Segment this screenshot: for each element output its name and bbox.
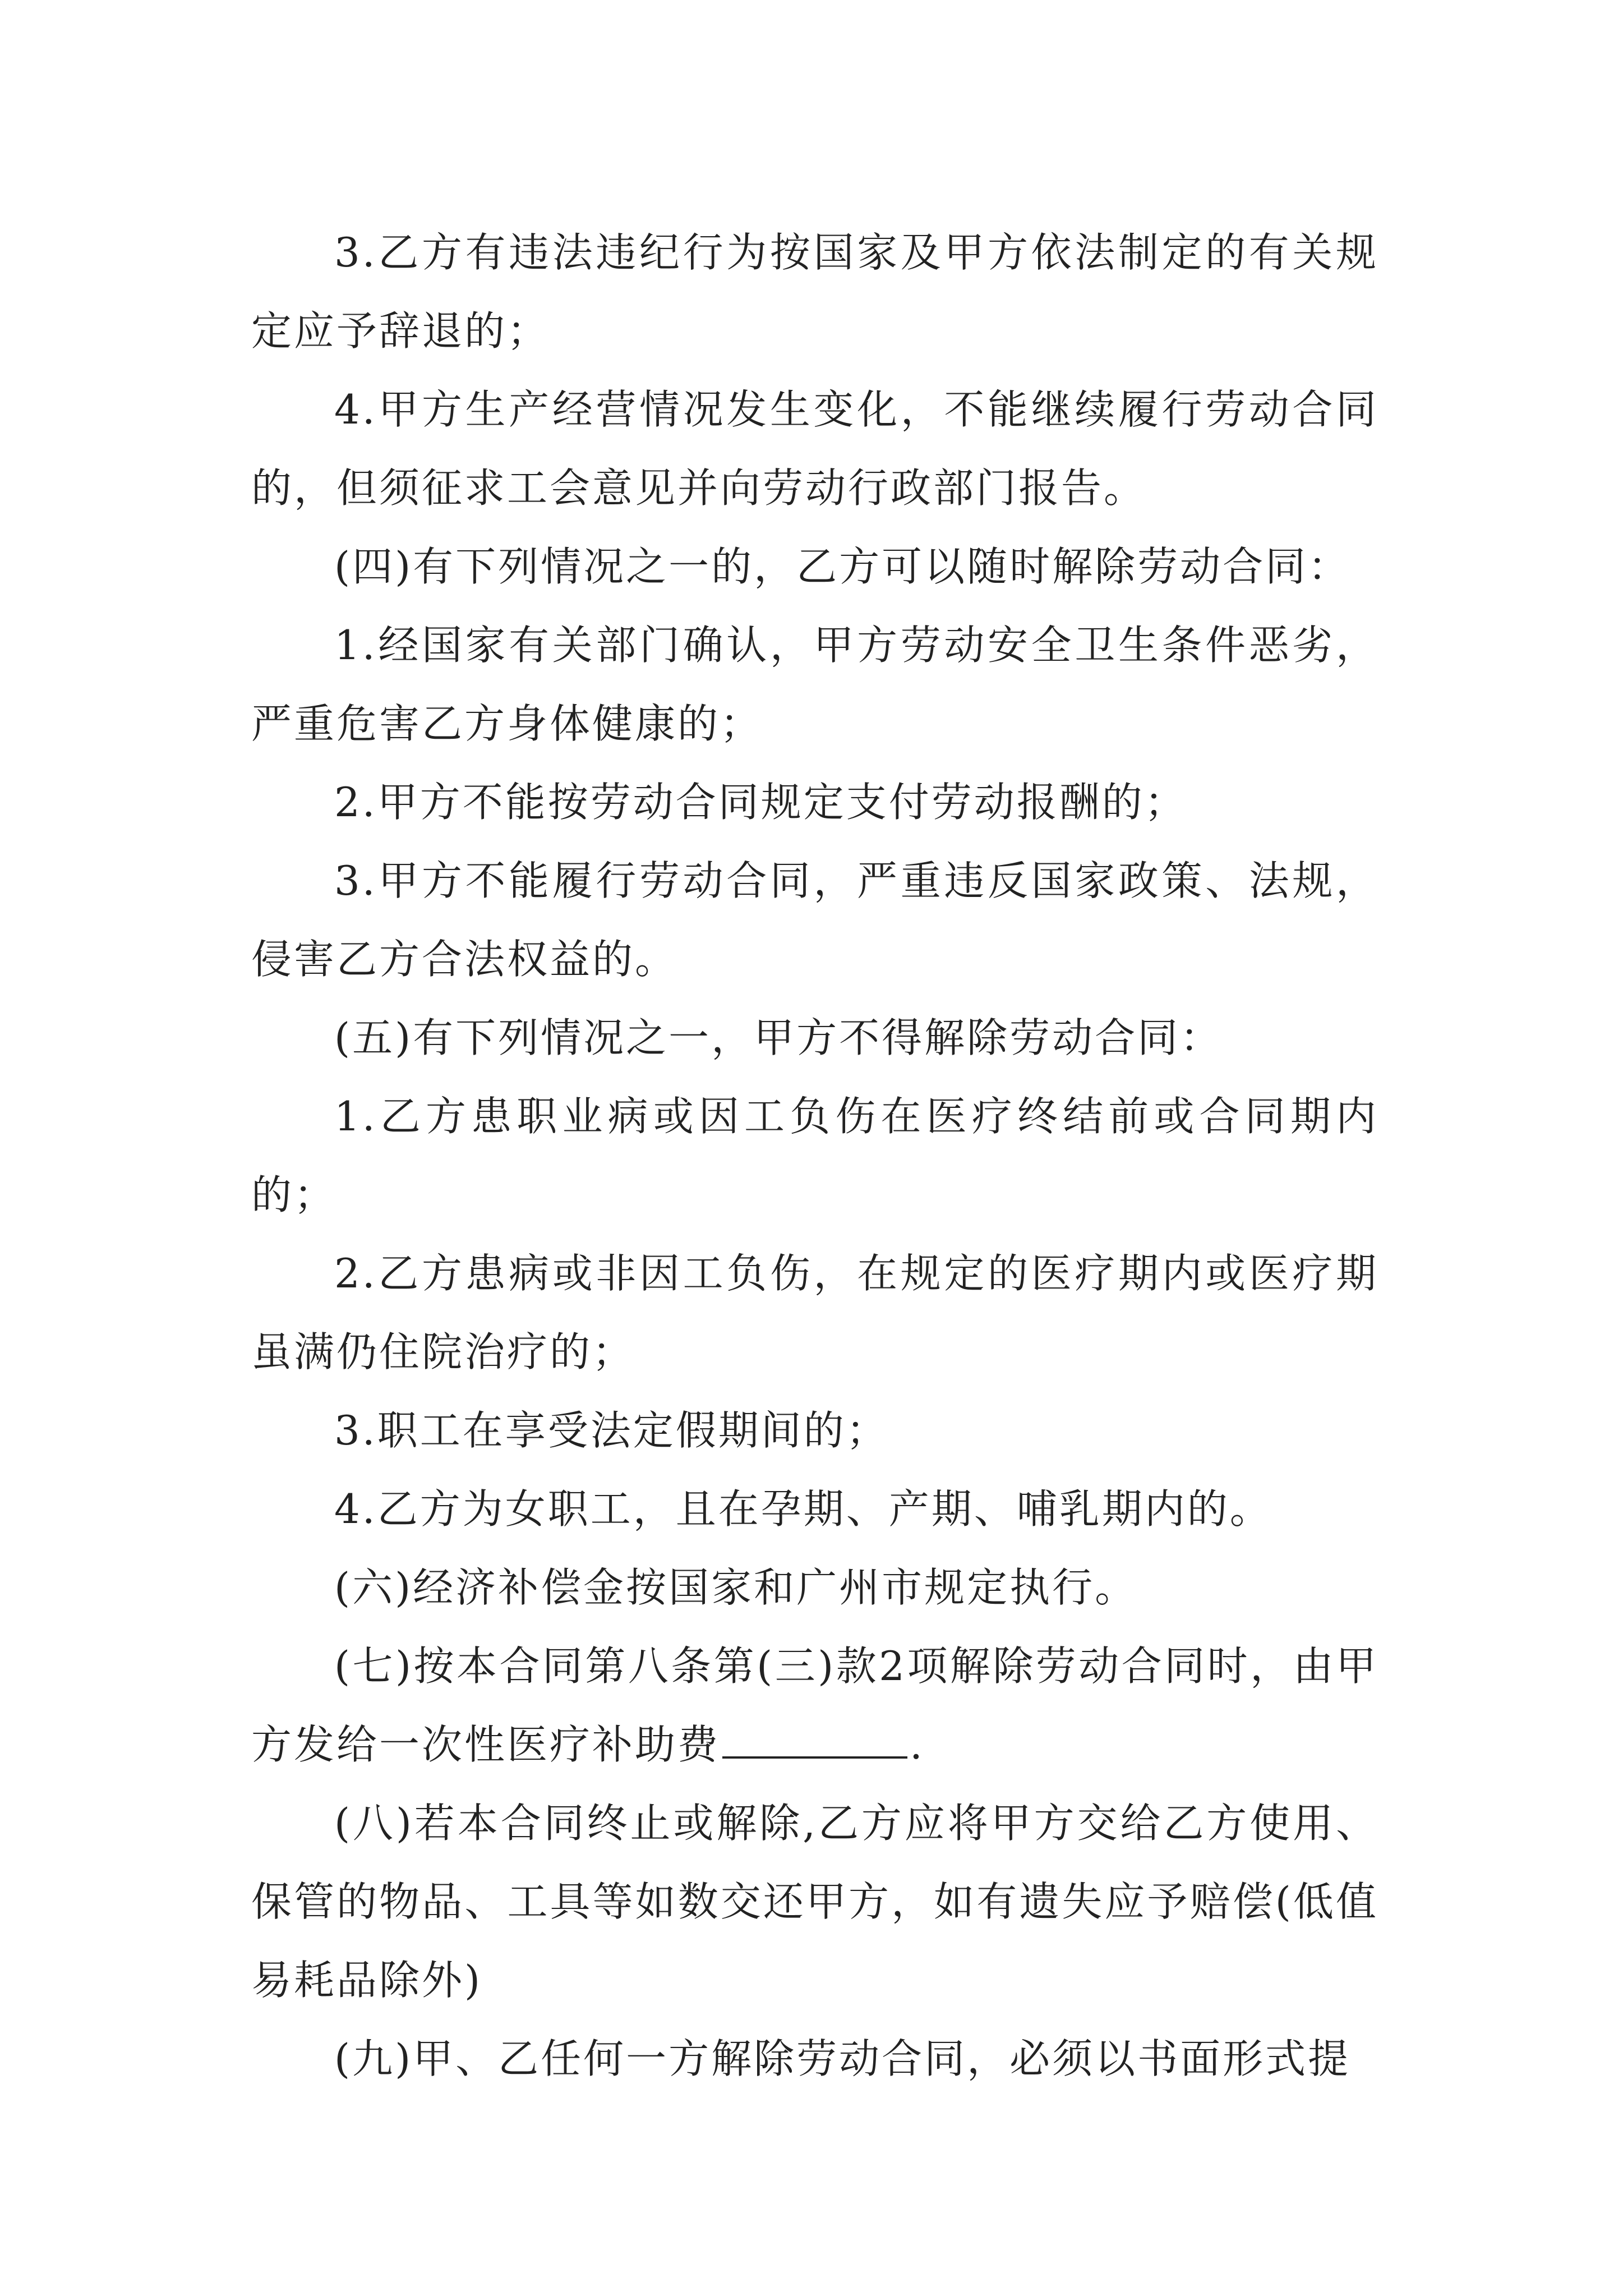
medical-subsidy-text: (七)按本合同第八条第(三)款2项解除劳动合同时，由甲方发给一次性医疗补助费: [251, 1642, 1378, 1768]
paragraph-business-change: 4.甲方生产经营情况发生变化，不能继续履行劳动合同的，但须征求工会意见并向劳动行政部门报告。: [251, 386, 1378, 512]
paragraph-unsafe-conditions: 1.经国家有关部门确认，甲方劳动安全卫生条件恶劣，严重危害乙方身体健康的；: [251, 622, 1378, 747]
paragraph-female-employee: 4.乙方为女职工，且在孕期、产期、哺乳期内的。: [334, 1485, 1272, 1533]
paragraph-contract-breach: 3.甲方不能履行劳动合同，严重违反国家政策、法规，侵害乙方合法权益的。: [251, 857, 1378, 983]
paragraph-statutory-leave: 3.职工在享受法定假期间的；: [334, 1407, 889, 1454]
paragraph-unpaid-remuneration: 2.甲方不能按劳动合同规定支付劳动报酬的；: [334, 779, 1187, 826]
section-medical-subsidy: [251, 1627, 1378, 1784]
paragraph-dismissal-violation: 3.乙方有违法违纪行为按国家及甲方依法制定的有关规定应予辞退的；: [251, 229, 1378, 355]
paragraph-medical-period: 2.乙方患病或非因工负伤，在规定的医疗期内或医疗期虽满仍住院治疗的；: [251, 1250, 1378, 1375]
medical-subsidy-blank: [722, 1724, 907, 1759]
paragraph-occupational-disease: 1.乙方患职业病或因工负伤在医疗终结前或合同期内的；: [251, 1093, 1378, 1218]
section-return-property: (八)若本合同终止或解除,乙方应将甲方交给乙方使用、保管的物品、工具等如数交还甲方，如有遗失应予赔偿(低值易耗品除外): [251, 1800, 1378, 2004]
medical-subsidy-period: .: [910, 1721, 925, 1768]
section-economic-compensation: (六)经济补偿金按国家和广州市规定执行。: [334, 1564, 1138, 1611]
section-heading-party-a-cannot-terminate: (五)有下列情况之一，甲方不得解除劳动合同：: [334, 1014, 1223, 1061]
section-heading-party-b-terminate: (四)有下列情况之一的，乙方可以随时解除劳动合同：: [334, 543, 1351, 590]
section-written-notice: (九)甲、乙任何一方解除劳动合同，必须以书面形式提: [334, 2035, 1351, 2082]
document-body: [251, 213, 1378, 2098]
